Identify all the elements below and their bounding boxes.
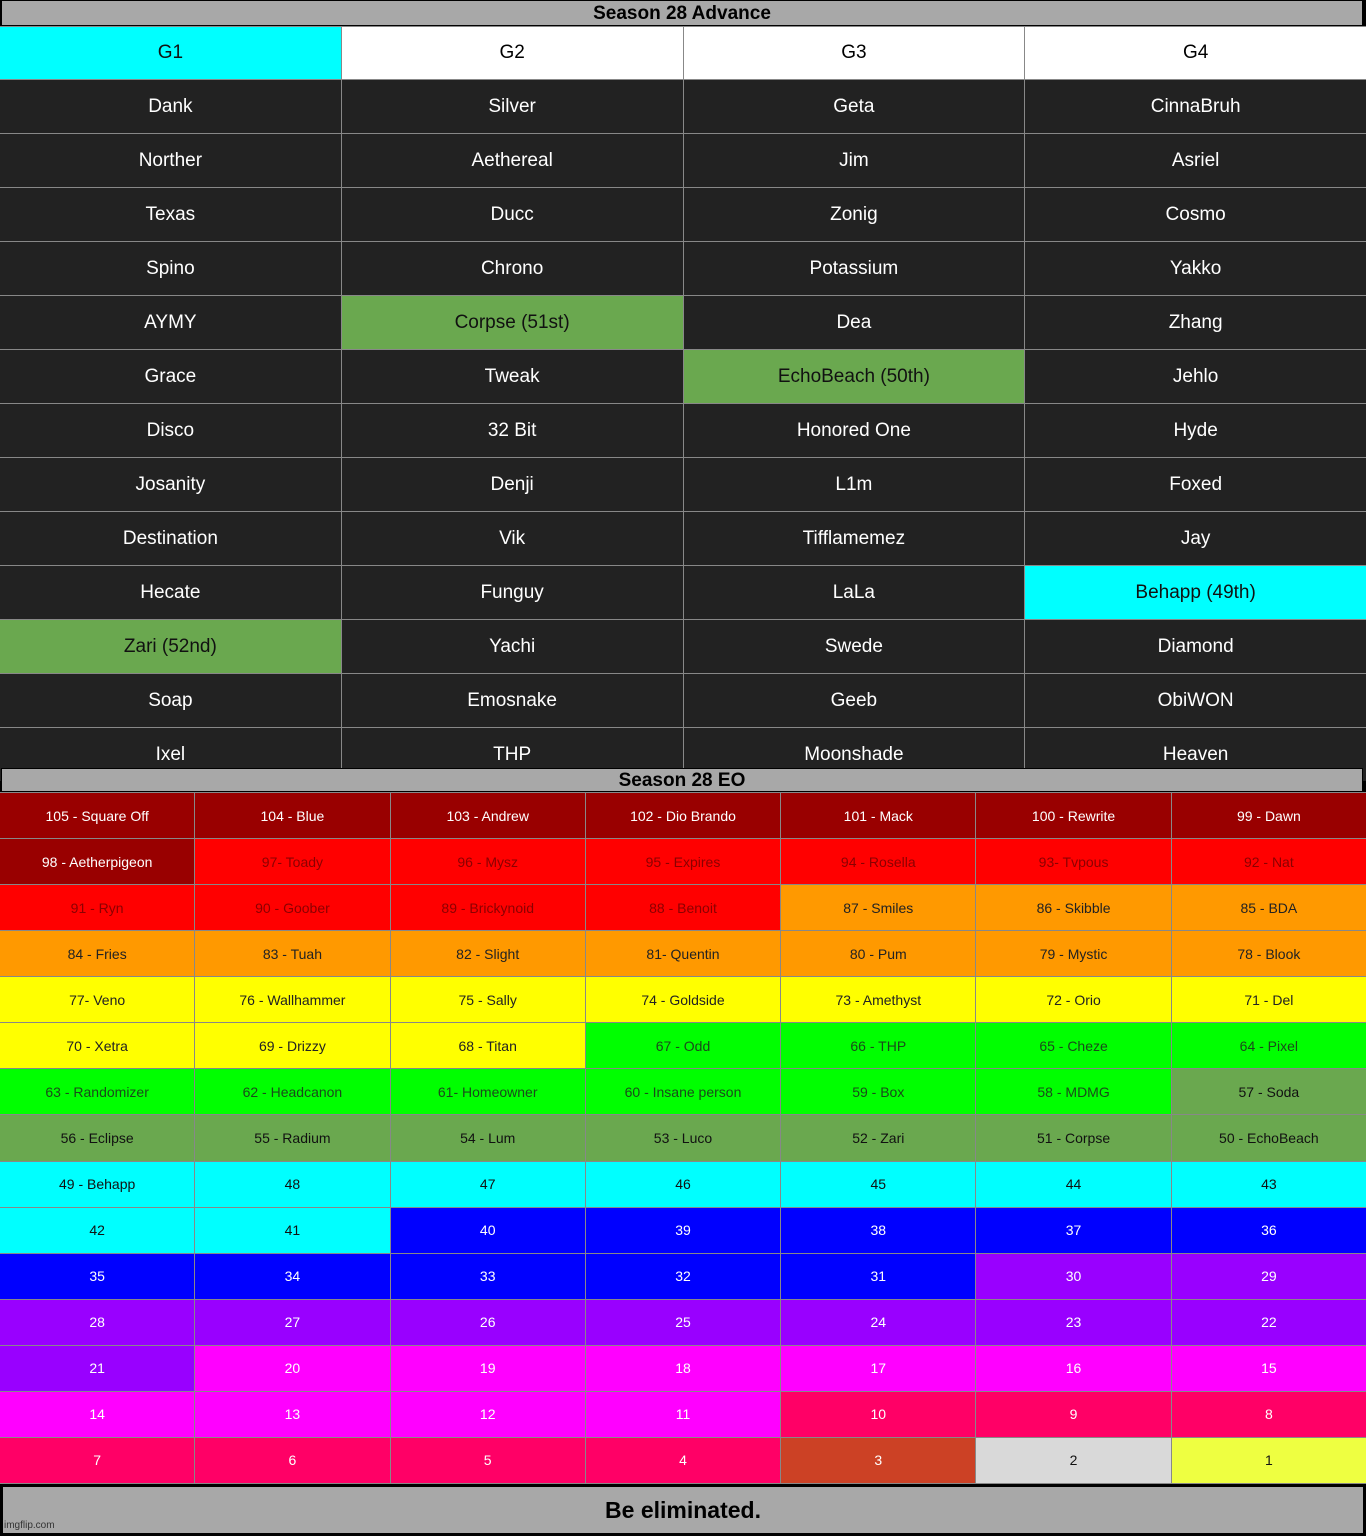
group-header: G2 — [342, 27, 683, 79]
advance-cell: 32 Bit — [342, 404, 683, 457]
eo-cell: 93- Tvpous — [976, 839, 1170, 884]
eo-cell: 56 - Eclipse — [0, 1115, 194, 1160]
eo-cell: 5 — [391, 1438, 585, 1483]
advance-cell: Dea — [684, 296, 1025, 349]
eo-cell: 73 - Amethyst — [781, 977, 975, 1022]
eo-cell: 50 - EchoBeach — [1172, 1115, 1366, 1160]
eo-cell: 40 — [391, 1208, 585, 1253]
eo-cell: 77- Veno — [0, 977, 194, 1022]
advance-cell: Vik — [342, 512, 683, 565]
eo-cell: 30 — [976, 1254, 1170, 1299]
eo-cell: 92 - Nat — [1172, 839, 1366, 884]
eo-cell: 8 — [1172, 1392, 1366, 1437]
eo-cell: 52 - Zari — [781, 1115, 975, 1160]
eo-cell: 105 - Square Off — [0, 793, 194, 838]
advance-cell: Swede — [684, 620, 1025, 673]
eo-cell: 80 - Pum — [781, 931, 975, 976]
eo-cell: 91 - Ryn — [0, 885, 194, 930]
advance-cell: Spino — [0, 242, 341, 295]
group-header: G1 — [0, 27, 341, 79]
advance-cell: Texas — [0, 188, 341, 241]
eo-cell: 21 — [0, 1346, 194, 1391]
eo-cell: 2 — [976, 1438, 1170, 1483]
eo-cell: 103 - Andrew — [391, 793, 585, 838]
eo-cell: 20 — [195, 1346, 389, 1391]
advance-cell: Cosmo — [1025, 188, 1366, 241]
eo-cell: 81- Quentin — [586, 931, 780, 976]
eo-cell: 37 — [976, 1208, 1170, 1253]
eo-cell: 12 — [391, 1392, 585, 1437]
eo-cell: 74 - Goldside — [586, 977, 780, 1022]
advance-cell: Diamond — [1025, 620, 1366, 673]
footer-banner: Be eliminated. — [2, 1486, 1364, 1534]
eo-cell: 25 — [586, 1300, 780, 1345]
advance-cell: CinnaBruh — [1025, 80, 1366, 133]
eo-cell: 33 — [391, 1254, 585, 1299]
eo-cell: 68 - Titan — [391, 1023, 585, 1068]
eo-cell: 76 - Wallhammer — [195, 977, 389, 1022]
eo-cell: 36 — [1172, 1208, 1366, 1253]
advance-cell: Destination — [0, 512, 341, 565]
eo-cell: 78 - Blook — [1172, 931, 1366, 976]
advance-cell: Moonshade — [684, 728, 1025, 781]
advance-cell: Aethereal — [342, 134, 683, 187]
watermark: imgflip.com — [4, 1520, 55, 1531]
advance-cell: Emosnake — [342, 674, 683, 727]
advance-cell: EchoBeach (50th) — [684, 350, 1025, 403]
eo-cell: 1 — [1172, 1438, 1366, 1483]
eo-cell: 34 — [195, 1254, 389, 1299]
eo-cell: 86 - Skibble — [976, 885, 1170, 930]
advance-cell: Yakko — [1025, 242, 1366, 295]
advance-cell: Ducc — [342, 188, 683, 241]
eo-cell: 83 - Tuah — [195, 931, 389, 976]
advance-cell: Hyde — [1025, 404, 1366, 457]
eo-cell: 11 — [586, 1392, 780, 1437]
eo-cell: 87 - Smiles — [781, 885, 975, 930]
eo-cell: 13 — [195, 1392, 389, 1437]
eo-title: Season 28 EO — [1, 768, 1363, 792]
eo-cell: 58 - MDMG — [976, 1069, 1170, 1114]
eo-cell: 27 — [195, 1300, 389, 1345]
advance-cell: Heaven — [1025, 728, 1366, 781]
advance-cell: Honored One — [684, 404, 1025, 457]
advance-cell: Jay — [1025, 512, 1366, 565]
eo-cell: 98 - Aetherpigeon — [0, 839, 194, 884]
advance-cell: ObiWON — [1025, 674, 1366, 727]
advance-cell: THP — [342, 728, 683, 781]
eo-cell: 49 - Behapp — [0, 1162, 194, 1207]
eo-cell: 45 — [781, 1162, 975, 1207]
advance-cell: Josanity — [0, 458, 341, 511]
eo-cell: 60 - Insane person — [586, 1069, 780, 1114]
eo-cell: 9 — [976, 1392, 1170, 1437]
eo-cell: 3 — [781, 1438, 975, 1483]
advance-table — [0, 26, 1366, 768]
eo-cell: 97- Toady — [195, 839, 389, 884]
eo-cell: 104 - Blue — [195, 793, 389, 838]
eo-cell: 82 - Slight — [391, 931, 585, 976]
eo-cell: 69 - Drizzy — [195, 1023, 389, 1068]
eo-cell: 16 — [976, 1346, 1170, 1391]
eo-cell: 55 - Radium — [195, 1115, 389, 1160]
eo-cell: 15 — [1172, 1346, 1366, 1391]
advance-cell: Yachi — [342, 620, 683, 673]
advance-cell: Zhang — [1025, 296, 1366, 349]
eo-cell: 41 — [195, 1208, 389, 1253]
advance-cell: Tifflamemez — [684, 512, 1025, 565]
advance-cell: Norther — [0, 134, 341, 187]
eo-cell: 85 - BDA — [1172, 885, 1366, 930]
advance-cell: Corpse (51st) — [342, 296, 683, 349]
eo-cell: 14 — [0, 1392, 194, 1437]
eo-cell: 101 - Mack — [781, 793, 975, 838]
advance-cell: Zonig — [684, 188, 1025, 241]
eo-cell: 72 - Orio — [976, 977, 1170, 1022]
eo-cell: 70 - Xetra — [0, 1023, 194, 1068]
eo-cell: 102 - Dio Brando — [586, 793, 780, 838]
advance-cell: Grace — [0, 350, 341, 403]
advance-cell: Potassium — [684, 242, 1025, 295]
eo-cell: 46 — [586, 1162, 780, 1207]
advance-cell: Denji — [342, 458, 683, 511]
advance-cell: Tweak — [342, 350, 683, 403]
eo-table — [0, 792, 1366, 1484]
eo-cell: 19 — [391, 1346, 585, 1391]
eo-cell: 24 — [781, 1300, 975, 1345]
eo-cell: 66 - THP — [781, 1023, 975, 1068]
eo-cell: 29 — [1172, 1254, 1366, 1299]
advance-cell: Geta — [684, 80, 1025, 133]
advance-cell: Jim — [684, 134, 1025, 187]
advance-cell: AYMY — [0, 296, 341, 349]
eo-cell: 61- Homeowner — [391, 1069, 585, 1114]
eo-cell: 62 - Headcanon — [195, 1069, 389, 1114]
advance-cell: Asriel — [1025, 134, 1366, 187]
eo-cell: 54 - Lum — [391, 1115, 585, 1160]
group-header: G4 — [1025, 27, 1366, 79]
eo-cell: 75 - Sally — [391, 977, 585, 1022]
eo-cell: 23 — [976, 1300, 1170, 1345]
eo-cell: 84 - Fries — [0, 931, 194, 976]
eo-cell: 47 — [391, 1162, 585, 1207]
advance-title: Season 28 Advance — [1, 0, 1363, 26]
eo-cell: 96 - Mysz — [391, 839, 585, 884]
eo-cell: 31 — [781, 1254, 975, 1299]
advance-cell: Disco — [0, 404, 341, 457]
eo-cell: 35 — [0, 1254, 194, 1299]
eo-cell: 94 - Rosella — [781, 839, 975, 884]
advance-cell: Soap — [0, 674, 341, 727]
eo-cell: 59 - Box — [781, 1069, 975, 1114]
eo-cell: 79 - Mystic — [976, 931, 1170, 976]
eo-cell: 6 — [195, 1438, 389, 1483]
eo-cell: 7 — [0, 1438, 194, 1483]
advance-cell: Behapp (49th) — [1025, 566, 1366, 619]
eo-cell: 38 — [781, 1208, 975, 1253]
eo-cell: 17 — [781, 1346, 975, 1391]
advance-cell: Geeb — [684, 674, 1025, 727]
advance-cell: L1m — [684, 458, 1025, 511]
eo-cell: 64 - Pixel — [1172, 1023, 1366, 1068]
eo-cell: 48 — [195, 1162, 389, 1207]
eo-cell: 28 — [0, 1300, 194, 1345]
advance-cell: Funguy — [342, 566, 683, 619]
advance-cell: Hecate — [0, 566, 341, 619]
eo-cell: 71 - Del — [1172, 977, 1366, 1022]
advance-cell: Dank — [0, 80, 341, 133]
advance-cell: Ixel — [0, 728, 341, 781]
eo-cell: 32 — [586, 1254, 780, 1299]
eo-cell: 100 - Rewrite — [976, 793, 1170, 838]
advance-cell: LaLa — [684, 566, 1025, 619]
advance-cell: Zari (52nd) — [0, 620, 341, 673]
eo-cell: 88 - Benoit — [586, 885, 780, 930]
eo-cell: 10 — [781, 1392, 975, 1437]
eo-cell: 90 - Goober — [195, 885, 389, 930]
advance-cell: Chrono — [342, 242, 683, 295]
eo-cell: 65 - Cheze — [976, 1023, 1170, 1068]
eo-cell: 18 — [586, 1346, 780, 1391]
advance-cell: Foxed — [1025, 458, 1366, 511]
advance-cell: Jehlo — [1025, 350, 1366, 403]
group-header: G3 — [684, 27, 1025, 79]
eo-cell: 67 - Odd — [586, 1023, 780, 1068]
eo-cell: 42 — [0, 1208, 194, 1253]
eo-cell: 43 — [1172, 1162, 1366, 1207]
eo-cell: 44 — [976, 1162, 1170, 1207]
eo-cell: 26 — [391, 1300, 585, 1345]
eo-cell: 99 - Dawn — [1172, 793, 1366, 838]
eo-cell: 53 - Luco — [586, 1115, 780, 1160]
eo-cell: 63 - Randomizer — [0, 1069, 194, 1114]
eo-cell: 22 — [1172, 1300, 1366, 1345]
eo-cell: 4 — [586, 1438, 780, 1483]
eo-cell: 89 - Brickynoid — [391, 885, 585, 930]
eo-cell: 39 — [586, 1208, 780, 1253]
eo-cell: 95 - Expires — [586, 839, 780, 884]
eo-cell: 57 - Soda — [1172, 1069, 1366, 1114]
eo-cell: 51 - Corpse — [976, 1115, 1170, 1160]
advance-cell: Silver — [342, 80, 683, 133]
